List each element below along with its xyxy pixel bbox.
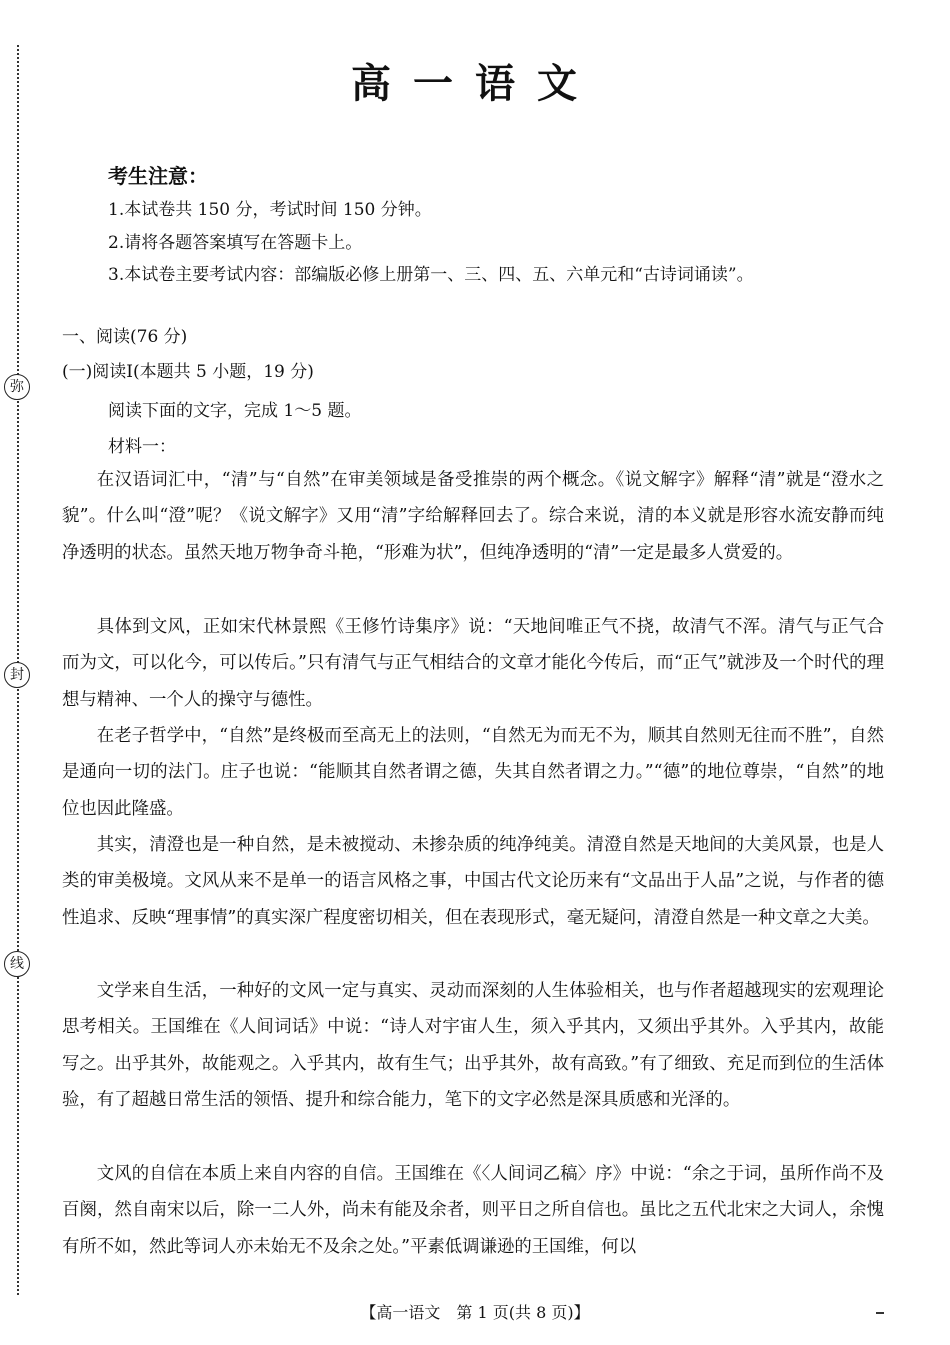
binding-mark-feng: 封 [4, 662, 30, 688]
article-paragraph: 在汉语词汇中，“清”与“自然”在审美领域是备受推崇的两个概念。《说文解字》解释“清”就是“澄水之貌”。什么叫“澄”呢？《说文解字》又用“清”字给解释回去了。综合来说，清的本义就是形容水流安静而纯净透明的状态。虽然天地万物争奇斗艳，“形难为状”，但纯净透明的“清”一定是最多人赏爱的。 [62, 470, 884, 563]
page-footer: 【高一语文 第 1 页(共 8 页)】 [360, 1303, 590, 1322]
section-subheading: (一)阅读Ⅰ(本题共 5 小题，19 分) [62, 362, 314, 382]
instruction-text: 阅读下面的文字，完成 1～5 题。 [108, 401, 362, 421]
page-title: 高一语文 [351, 61, 599, 107]
section-heading: 一、阅读(76 分) [62, 327, 188, 347]
notice-item: 1.本试卷共 150 分，考试时间 150 分钟。 [108, 200, 432, 220]
article-paragraph: 在老子哲学中，“自然”是终极而至高无上的法则，“自然无为而无不为，顺其自然则无往而不胜”，自然是通向一切的法门。庄子也说：“能顺其自然者谓之德，失其自然者谓之力。”“德”的地位尊崇，“自然”的地位也因此隆盛。 [62, 726, 884, 819]
notice-item: 3.本试卷主要考试内容：部编版必修上册第一、三、四、五、六单元和“古诗词诵读”。 [108, 265, 754, 285]
material-label: 材料一： [108, 437, 176, 457]
notice-item: 2.请将各题答案填写在答题卡上。 [108, 233, 363, 253]
binding-mark-xian: 线 [4, 951, 30, 977]
binding-mark-mi: 弥 [4, 374, 30, 400]
article-paragraph: 文风的自信在本质上来自内容的自信。王国维在《〈人间词乙稿〉序》中说：“余之于词，虽所作尚不及百阕，然自南宋以后，除一二人外，尚未有能及余者，则平日之所自信也。虽比之五代北宋之大词人，余愧有所不如，然此等词人亦未始无不及余之处。”平素低调谦逊的王国维，何以 [62, 1164, 884, 1257]
article-paragraph: 具体到文风，正如宋代林景熙《王修竹诗集序》说：“天地间唯正气不挠，故清气不浑。清气与正气合而为文，可以化今，可以传后。”只有清气与正气相结合的文章才能化今传后，而“正气”就涉及一个时代的理想与精神、一个人的操守与德性。 [62, 617, 884, 710]
corner-mark [876, 1312, 884, 1314]
notice-heading: 考生注意： [108, 164, 208, 188]
article-paragraph: 文学来自生活，一种好的文风一定与真实、灵动而深刻的人生体验相关，也与作者超越现实的宏观理论思考相关。王国维在《人间词话》中说：“诗人对宇宙人生，须入乎其内，又须出乎其外。入乎其内，故能写之。出乎其外，故能观之。入乎其内，故有生气；出乎其外，故有高致。”有了细致、充足而到位的生活体验，有了超越日常生活的领悟、提升和综合能力，笔下的文字必然是深具质感和光泽的。 [62, 981, 884, 1110]
article-paragraph: 其实，清澄也是一种自然，是未被搅动、未掺杂质的纯净纯美。清澄自然是天地间的大美风景，也是人类的审美极境。文风从来不是单一的语言风格之事，中国古代文论历来有“文品出于人品”之说，与作者的德性追求、反映“理事情”的真实深广程度密切相关，但在表现形式，毫无疑问，清澄自然是一种文章之大美。 [62, 835, 884, 928]
